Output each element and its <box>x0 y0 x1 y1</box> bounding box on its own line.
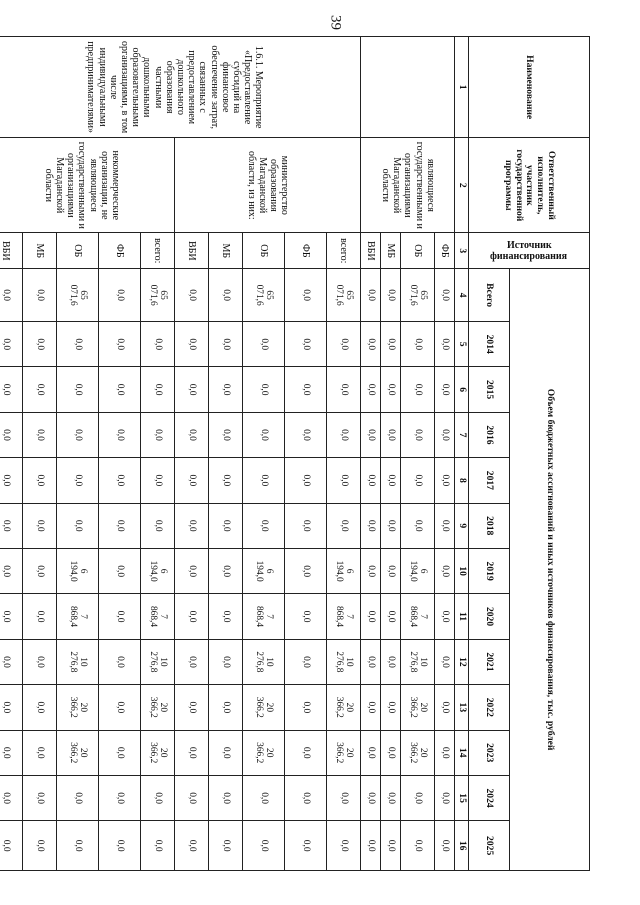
value-cell: 0,0 <box>209 775 243 820</box>
value-cell: 0,0 <box>381 775 401 820</box>
value-cell: 0,0 <box>23 775 57 820</box>
value-cell: 0,0 <box>0 594 23 639</box>
value-cell: 0,0 <box>175 322 209 367</box>
value-cell: 0,0 <box>327 503 361 548</box>
value-cell: 65 071,6 <box>243 269 285 322</box>
value-cell: 0,0 <box>435 412 455 457</box>
funding-table <box>0 36 590 871</box>
name-cell-measure-1-6-1: 1.6.1. Мероприятие «Предоставление субсидий на финансовое обеспечение затрат, связанных с предоставлением дошкольного образования частными дошкольными образовательными организациями, в том числе индивидуальными предпринимателями» <box>0 37 361 138</box>
value-cell: 7 868,4 <box>327 594 361 639</box>
index-cell: 16 <box>455 821 469 871</box>
header-year: 2018 <box>469 503 510 548</box>
value-cell: 0,0 <box>361 269 381 322</box>
value-cell: 0,0 <box>243 458 285 503</box>
value-cell: 0,0 <box>175 730 209 775</box>
value-cell: 0,0 <box>0 548 23 593</box>
index-cell: 6 <box>455 367 469 412</box>
value-cell: 0,0 <box>243 412 285 457</box>
value-cell: 0,0 <box>435 503 455 548</box>
value-cell: 0,0 <box>381 685 401 730</box>
value-cell: 0,0 <box>23 412 57 457</box>
executor-cell: являющиеся государственными и организациями Магаданской области <box>361 138 455 233</box>
source-cell: МБ <box>23 233 57 269</box>
value-cell: 0,0 <box>361 367 381 412</box>
index-cell: 8 <box>455 458 469 503</box>
value-cell: 20 366,2 <box>57 730 99 775</box>
value-cell: 0,0 <box>285 685 327 730</box>
source-cell: ВБИ <box>175 233 209 269</box>
value-cell: 0,0 <box>0 503 23 548</box>
value-cell: 0,0 <box>381 594 401 639</box>
index-cell: 9 <box>455 503 469 548</box>
value-cell: 6 194,0 <box>401 548 435 593</box>
header-year: 2014 <box>469 322 510 367</box>
source-cell: всего: <box>327 233 361 269</box>
value-cell: 0,0 <box>435 594 455 639</box>
value-cell: 0,0 <box>0 730 23 775</box>
page-number: 39 <box>327 15 344 30</box>
value-cell: 0,0 <box>57 322 99 367</box>
index-cell: 14 <box>455 730 469 775</box>
source-cell: ФБ <box>99 233 141 269</box>
value-cell: 0,0 <box>361 594 381 639</box>
value-cell: 0,0 <box>175 775 209 820</box>
value-cell: 0,0 <box>175 685 209 730</box>
index-cell: 13 <box>455 685 469 730</box>
value-cell: 0,0 <box>0 458 23 503</box>
value-cell: 0,0 <box>361 821 381 871</box>
value-cell: 0,0 <box>99 412 141 457</box>
value-cell: 0,0 <box>285 821 327 871</box>
value-cell: 0,0 <box>175 821 209 871</box>
value-cell: 0,0 <box>209 322 243 367</box>
value-cell: 0,0 <box>381 322 401 367</box>
header-funding: Объем бюджетных ассигнований и иных источников финансирования, тыс. рублей <box>510 269 590 871</box>
index-cell: 5 <box>455 322 469 367</box>
value-cell: 0,0 <box>381 503 401 548</box>
value-cell: 0,0 <box>99 367 141 412</box>
value-cell: 0,0 <box>285 458 327 503</box>
value-cell: 0,0 <box>23 685 57 730</box>
value-cell: 0,0 <box>99 685 141 730</box>
index-cell: 4 <box>455 269 469 322</box>
executor-cell: министерство образования Магаданской области, из них: <box>175 138 361 233</box>
value-cell: 0,0 <box>401 367 435 412</box>
value-cell: 0,0 <box>285 412 327 457</box>
value-cell: 0,0 <box>327 775 361 820</box>
value-cell: 0,0 <box>285 730 327 775</box>
index-cell: 7 <box>455 412 469 457</box>
index-cell: 1 <box>455 37 469 138</box>
table-row <box>435 37 455 871</box>
value-cell: 0,0 <box>99 639 141 684</box>
name-cell-empty <box>361 37 455 138</box>
value-cell: 0,0 <box>435 685 455 730</box>
value-cell: 0,0 <box>435 322 455 367</box>
value-cell: 0,0 <box>401 503 435 548</box>
source-cell: ФБ <box>435 233 455 269</box>
index-cell: 2 <box>455 138 469 233</box>
value-cell: 0,0 <box>285 322 327 367</box>
value-cell: 0,0 <box>23 269 57 322</box>
value-cell: 0,0 <box>381 458 401 503</box>
header-name: Наименование <box>469 37 590 138</box>
value-cell: 0,0 <box>23 639 57 684</box>
value-cell: 0,0 <box>381 367 401 412</box>
value-cell: 6 194,0 <box>57 548 99 593</box>
value-cell: 0,0 <box>23 367 57 412</box>
index-cell: 10 <box>455 548 469 593</box>
value-cell: 0,0 <box>99 730 141 775</box>
value-cell: 0,0 <box>23 548 57 593</box>
value-cell: 0,0 <box>209 269 243 322</box>
value-cell: 0,0 <box>175 639 209 684</box>
header-total: Всего <box>469 269 510 322</box>
value-cell: 0,0 <box>361 503 381 548</box>
value-cell: 0,0 <box>361 458 381 503</box>
value-cell: 0,0 <box>209 458 243 503</box>
table-row <box>141 37 175 871</box>
value-cell: 0,0 <box>327 367 361 412</box>
value-cell: 0,0 <box>435 639 455 684</box>
value-cell: 0,0 <box>243 503 285 548</box>
value-cell: 0,0 <box>401 412 435 457</box>
table-row <box>327 37 361 871</box>
value-cell: 10 276,8 <box>243 639 285 684</box>
value-cell: 0,0 <box>327 821 361 871</box>
value-cell: 0,0 <box>209 639 243 684</box>
value-cell: 6 194,0 <box>243 548 285 593</box>
value-cell: 0,0 <box>99 775 141 820</box>
value-cell: 0,0 <box>361 685 381 730</box>
value-cell: 65 071,6 <box>401 269 435 322</box>
header-source <box>469 233 590 269</box>
header-year: 2024 <box>469 775 510 820</box>
header-year: 2023 <box>469 730 510 775</box>
source-cell: ВБИ <box>0 233 23 269</box>
value-cell: 0,0 <box>99 269 141 322</box>
executor-cell: некоммерческие организации, не являющиеся государственными и организациями Магаданской области <box>0 138 175 233</box>
value-cell: 0,0 <box>57 503 99 548</box>
value-cell: 10 276,8 <box>401 639 435 684</box>
value-cell: 0,0 <box>361 639 381 684</box>
value-cell: 0,0 <box>285 639 327 684</box>
value-cell: 7 868,4 <box>401 594 435 639</box>
value-cell: 0,0 <box>435 548 455 593</box>
value-cell: 0,0 <box>209 412 243 457</box>
value-cell: 0,0 <box>99 322 141 367</box>
value-cell: 0,0 <box>361 412 381 457</box>
value-cell: 0,0 <box>243 367 285 412</box>
source-cell: ОБ <box>243 233 285 269</box>
value-cell: 0,0 <box>99 821 141 871</box>
value-cell: 0,0 <box>175 594 209 639</box>
value-cell: 0,0 <box>99 458 141 503</box>
value-cell: 0,0 <box>361 322 381 367</box>
value-cell: 65 071,6 <box>327 269 361 322</box>
header-year: 2017 <box>469 458 510 503</box>
value-cell: 0,0 <box>57 775 99 820</box>
value-cell: 0,0 <box>0 269 23 322</box>
value-cell: 0,0 <box>141 503 175 548</box>
value-cell: 0,0 <box>175 548 209 593</box>
value-cell: 0,0 <box>57 367 99 412</box>
index-cell: 3 <box>455 233 469 269</box>
value-cell: 0,0 <box>175 412 209 457</box>
value-cell: 10 276,8 <box>327 639 361 684</box>
value-cell: 0,0 <box>57 458 99 503</box>
value-cell: 0,0 <box>401 775 435 820</box>
value-cell: 20 366,2 <box>327 730 361 775</box>
header-year: 2021 <box>469 639 510 684</box>
header-year: 2015 <box>469 367 510 412</box>
value-cell: 0,0 <box>175 269 209 322</box>
source-cell: МБ <box>381 233 401 269</box>
value-cell: 0,0 <box>175 503 209 548</box>
value-cell: 0,0 <box>401 322 435 367</box>
value-cell: 6 194,0 <box>141 548 175 593</box>
value-cell: 0,0 <box>23 458 57 503</box>
value-cell: 0,0 <box>0 322 23 367</box>
value-cell: 0,0 <box>381 412 401 457</box>
header-year: 2019 <box>469 548 510 593</box>
value-cell: 0,0 <box>361 775 381 820</box>
header-year: 2020 <box>469 594 510 639</box>
value-cell: 20 366,2 <box>243 685 285 730</box>
value-cell: 10 276,8 <box>57 639 99 684</box>
index-cell: 15 <box>455 775 469 820</box>
value-cell: 0,0 <box>435 730 455 775</box>
value-cell: 20 366,2 <box>57 685 99 730</box>
value-cell: 7 868,4 <box>141 594 175 639</box>
value-cell: 0,0 <box>381 821 401 871</box>
value-cell: 0,0 <box>435 367 455 412</box>
value-cell: 20 366,2 <box>243 730 285 775</box>
value-cell: 0,0 <box>0 821 23 871</box>
value-cell: 0,0 <box>209 594 243 639</box>
value-cell: 0,0 <box>141 458 175 503</box>
value-cell: 0,0 <box>0 639 23 684</box>
source-cell: ОБ <box>401 233 435 269</box>
value-cell: 0,0 <box>435 458 455 503</box>
value-cell: 0,0 <box>0 367 23 412</box>
value-cell: 7 868,4 <box>243 594 285 639</box>
index-cell: 12 <box>455 639 469 684</box>
source-cell: всего: <box>141 233 175 269</box>
value-cell: 0,0 <box>435 775 455 820</box>
value-cell: 0,0 <box>285 594 327 639</box>
source-cell: МБ <box>209 233 243 269</box>
value-cell: 0,0 <box>141 775 175 820</box>
value-cell: 0,0 <box>361 730 381 775</box>
value-cell: 0,0 <box>141 412 175 457</box>
value-cell: 0,0 <box>435 821 455 871</box>
value-cell: 0,0 <box>141 821 175 871</box>
value-cell: 65 071,6 <box>141 269 175 322</box>
value-cell: 20 366,2 <box>327 685 361 730</box>
value-cell: 20 366,2 <box>141 685 175 730</box>
value-cell: 6 194,0 <box>327 548 361 593</box>
value-cell: 0,0 <box>0 685 23 730</box>
value-cell: 0,0 <box>57 821 99 871</box>
header-source-text: Источник финансирования <box>490 239 568 262</box>
value-cell: 0,0 <box>243 322 285 367</box>
source-cell: ОБ <box>57 233 99 269</box>
value-cell: 0,0 <box>175 458 209 503</box>
value-cell: 0,0 <box>381 269 401 322</box>
value-cell: 0,0 <box>209 548 243 593</box>
header-year: 2022 <box>469 685 510 730</box>
value-cell: 0,0 <box>285 775 327 820</box>
value-cell: 0,0 <box>435 269 455 322</box>
value-cell: 0,0 <box>0 412 23 457</box>
value-cell: 0,0 <box>285 548 327 593</box>
value-cell: 0,0 <box>99 503 141 548</box>
header-row-1 <box>510 37 590 871</box>
value-cell: 0,0 <box>381 639 401 684</box>
value-cell: 0,0 <box>243 775 285 820</box>
value-cell: 0,0 <box>327 322 361 367</box>
value-cell: 0,0 <box>361 548 381 593</box>
value-cell: 0,0 <box>209 821 243 871</box>
value-cell: 0,0 <box>209 503 243 548</box>
value-cell: 0,0 <box>99 594 141 639</box>
value-cell: 0,0 <box>285 269 327 322</box>
header-executor: Ответственный исполнитель, участник государственной программы <box>469 138 590 233</box>
rotated-table-container <box>0 36 590 871</box>
value-cell: 0,0 <box>141 322 175 367</box>
index-row <box>455 37 469 871</box>
source-cell: ФБ <box>285 233 327 269</box>
value-cell: 0,0 <box>175 367 209 412</box>
value-cell: 0,0 <box>23 594 57 639</box>
value-cell: 0,0 <box>209 367 243 412</box>
value-cell: 0,0 <box>327 412 361 457</box>
value-cell: 10 276,8 <box>141 639 175 684</box>
value-cell: 20 366,2 <box>401 685 435 730</box>
index-cell: 11 <box>455 594 469 639</box>
value-cell: 0,0 <box>285 367 327 412</box>
value-cell: 0,0 <box>209 730 243 775</box>
value-cell: 0,0 <box>381 730 401 775</box>
source-cell: ВБИ <box>361 233 381 269</box>
value-cell: 20 366,2 <box>141 730 175 775</box>
value-cell: 0,0 <box>243 821 285 871</box>
value-cell: 0,0 <box>23 821 57 871</box>
value-cell: 0,0 <box>141 367 175 412</box>
header-year: 2016 <box>469 412 510 457</box>
value-cell: 7 868,4 <box>57 594 99 639</box>
value-cell: 0,0 <box>401 458 435 503</box>
value-cell: 0,0 <box>0 775 23 820</box>
value-cell: 0,0 <box>327 458 361 503</box>
value-cell: 0,0 <box>381 548 401 593</box>
value-cell: 65 071,6 <box>57 269 99 322</box>
header-year: 2025 <box>469 821 510 871</box>
value-cell: 0,0 <box>23 730 57 775</box>
value-cell: 20 366,2 <box>401 730 435 775</box>
value-cell: 0,0 <box>23 322 57 367</box>
value-cell: 0,0 <box>23 503 57 548</box>
value-cell: 0,0 <box>285 503 327 548</box>
value-cell: 0,0 <box>99 548 141 593</box>
value-cell: 0,0 <box>57 412 99 457</box>
value-cell: 0,0 <box>401 821 435 871</box>
value-cell: 0,0 <box>209 685 243 730</box>
